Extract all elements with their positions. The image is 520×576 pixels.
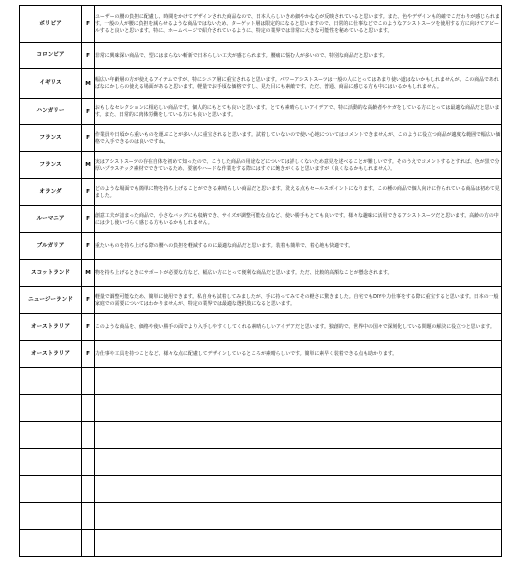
gender-cell: F — [82, 314, 95, 341]
comment-cell — [95, 69, 502, 99]
table-row — [20, 476, 502, 503]
table-row — [20, 125, 502, 152]
country-cell: ニュージーランド — [20, 287, 82, 314]
gender-cell — [82, 476, 95, 503]
comment-cell — [95, 503, 502, 530]
gender-cell: M — [82, 69, 95, 99]
table-row — [20, 395, 502, 422]
table-row — [20, 99, 502, 125]
table-row — [20, 233, 502, 260]
table-row — [20, 152, 502, 179]
table-row — [20, 422, 502, 449]
comment-cell — [95, 314, 502, 341]
gender-cell: F — [82, 43, 95, 69]
table-row — [20, 449, 502, 476]
comment-text — [95, 408, 501, 409]
country-cell: イギリス — [20, 69, 82, 99]
country-cell: ルーマニア — [20, 206, 82, 233]
table-row — [20, 206, 502, 233]
comment-text: ユーザーの腰の負担に配慮し、時間をかけてデザインされた商品なので、日本人らしいきめ細やかな心が反映されていると思います。また、色やデザインも的確でこだわりが感じられます。一般の人が腰に負担を減らせるような商品ではないため、ターゲット層は限定的になると思いますので、日常的に仕事などでこのようなアシストスーツを使用する方に向けてアピールすると良いと思います。特に、ホームページで紹介されているように、特定の業界では非常に大きな可能性を秘めていると思います。 — [95, 14, 500, 34]
gender-cell: F — [82, 6, 95, 43]
gender-cell: M — [82, 152, 95, 179]
gender-cell: F — [82, 99, 95, 125]
comment-cell — [95, 260, 502, 287]
comment-text — [95, 381, 501, 382]
country-cell: フランス — [20, 125, 82, 152]
comment-cell — [95, 152, 502, 179]
comment-text: 軽量で調整可能なため、簡単に使用できます。私自身も試着してみましたが、手に持ってみてその軽さに驚きました。自宅でもDIYや力仕事をする際に重宝すると思います。日本の一般家庭での需要についてはわかりませんが、特定の業界では最適な選択肢になると思います。 — [95, 293, 499, 307]
comment-text: どのような場面でも簡単に物を持ち上げることができる素晴らしい商品だと思います。洗える点もセールスポイントになります。この種の商品で個人向けに作られている商品は初めて見ました。 — [95, 185, 500, 199]
comment-text: 重たいものを持ち上げる際の腰への負担を軽減するのに最適な商品だと思います。装着も簡単で、着心地も快適です。 — [95, 243, 354, 250]
gender-cell — [82, 422, 95, 449]
comment-cell — [95, 206, 502, 233]
comment-cell — [95, 341, 502, 368]
country-cell: オーストラリア — [20, 341, 82, 368]
table-row — [20, 287, 502, 314]
comment-text: 幅広い年齢層の方が使えるアイテムですが、特にシニア層に重宝されると思います。パワーアシストスーツは一般の人にとってはあまり使い道はないかもしれませんが、この商品であればなにかしらの使える場面があると思います。軽量でお手頃な価格ですし、見た目にも素敵です。ただ、普通、商品に感じる方も中にはいるかもしれません。 — [95, 77, 499, 90]
country-cell — [20, 368, 82, 395]
gender-cell — [82, 503, 95, 530]
comment-cell — [95, 449, 502, 476]
country-cell: コロンビア — [20, 43, 82, 69]
gender-cell — [82, 449, 95, 476]
table-row — [20, 179, 502, 206]
comment-cell — [95, 43, 502, 69]
table-row — [20, 368, 502, 395]
table-row — [20, 341, 502, 368]
comment-cell — [95, 125, 502, 152]
country-cell: オーストラリア — [20, 314, 82, 341]
comment-cell — [95, 179, 502, 206]
comment-cell — [95, 99, 502, 125]
comment-text: 力仕事や工具を持つことなど、様々な点に配慮してデザインしているところが素晴らしいです。簡単に素早く装着できる点も助かります。 — [95, 351, 398, 358]
comment-text — [95, 543, 501, 544]
country-cell — [20, 503, 82, 530]
comment-text: 非常に興味深い商品で、型にはまらない斬新で日本らしい工夫が感じられます。腰痛に悩む人が多いので、特別な商品だと思います。 — [95, 52, 388, 59]
comment-cell — [95, 368, 502, 395]
table-row — [20, 314, 502, 341]
comment-text: このような商品を、価格や使い勝手の面でより入手しやすくしてくれる素晴らしいアイデアだと思います。独創的で、世界中の国々で深刻化している問題の解決に役立つと思います。 — [95, 324, 495, 331]
comment-text: 作業員や日頃から重いものを運ぶことが多い人に重宝されると思います。試着していないので使い心地についてはコメントできませんが、このように役立つ商品が適度な範囲で幅広い価格で入手できるのは良いですね。 — [95, 131, 501, 145]
comment-text — [95, 435, 501, 436]
gender-cell: M — [82, 260, 95, 287]
country-cell — [20, 449, 82, 476]
country-cell: ハンガリー — [20, 99, 82, 125]
country-cell: フランス — [20, 152, 82, 179]
table-row — [20, 69, 502, 99]
table-row — [20, 530, 502, 557]
gender-cell: F — [82, 179, 95, 206]
country-cell — [20, 530, 82, 557]
gender-cell: F — [82, 125, 95, 152]
gender-cell: F — [82, 287, 95, 314]
comment-cell — [95, 6, 502, 43]
table-row — [20, 43, 502, 69]
comment-text: おもしなセレクションに相応しい商品です。個人的にもとても良いと思います。とても素晴らしいアイデアで、特に活動的な高齢者やケガをしている方にとっては最適な商品だと思います。また、日常的に肉体労働をしている方にも良いと思います。 — [95, 105, 500, 118]
country-cell — [20, 395, 82, 422]
comment-text — [95, 489, 501, 490]
gender-cell — [82, 530, 95, 557]
comment-cell — [95, 233, 502, 260]
country-cell: ボリビア — [20, 6, 82, 43]
table-row — [20, 503, 502, 530]
comment-cell — [95, 395, 502, 422]
comment-cell — [95, 476, 502, 503]
country-cell: オランダ — [20, 179, 82, 206]
gender-cell: F — [82, 206, 95, 233]
country-cell — [20, 422, 82, 449]
table-row — [20, 6, 502, 43]
comment-text: 創意工夫が詰まった商品で、小さなバッグにも収納でき、サイズが調整可能な点など、使い勝手もとても良いです。様々な趣味に活用できるアシストスーツだと思います。高齢の方の中には少し使いづらく感じる方もいるかもしれません。 — [95, 212, 499, 226]
comment-cell — [95, 530, 502, 557]
comment-text — [95, 516, 501, 517]
comment-cell — [95, 422, 502, 449]
gender-cell: F — [82, 233, 95, 260]
table-row — [20, 260, 502, 287]
country-cell: ブルガリア — [20, 233, 82, 260]
comment-text: 物を持ち上げるときにサポートが必要な方など、幅広い方にとって便利な商品だと思います。ただ、比較的高額なことが懸念されます。 — [95, 270, 393, 277]
comment-cell — [95, 287, 502, 314]
feedback-table — [19, 5, 502, 557]
comment-text — [95, 462, 501, 463]
gender-cell: F — [82, 341, 95, 368]
gender-cell — [82, 395, 95, 422]
country-cell: スコットランド — [20, 260, 82, 287]
comment-text: 実はアシストスーツの存在自体を初めて知ったので、こうした商品の用途などについては詳しくないため意見を述べることが難しいです。そのうえでコメントするとすれば、色が黒で分厚いプラスチック素材でできているため、要塞やハードな作業をする際にはすぐに飽きがくると思いますが（良くなるかもしれません）。 — [95, 158, 500, 172]
gender-cell — [82, 368, 95, 395]
country-cell — [20, 476, 82, 503]
